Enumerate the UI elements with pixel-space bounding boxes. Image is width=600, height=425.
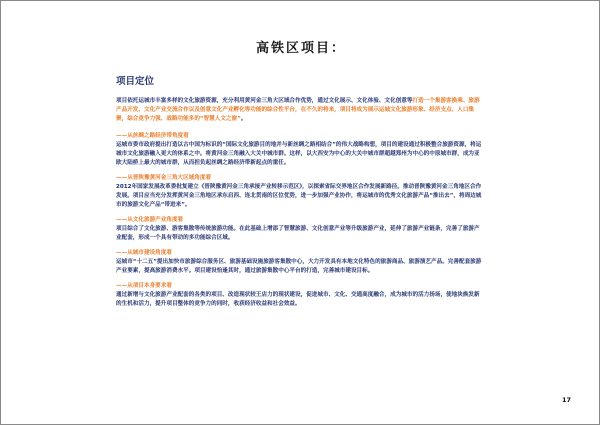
subsection-label: ——从城市建设角度看 bbox=[116, 250, 172, 256]
subsection-paragraph: 运城市“十二五”提出加快市旅游综合服务区、旅游基础设施旅游客集散中心，大力开发具有本地文化特色的旅游商品、旅游演艺产品。完善配套旅游产业要素，提高旅游消费水平。项目建设恰逢其时，通过旅游集散中心平台的打造，完善城市建设目标。 bbox=[116, 259, 482, 274]
page-number: 17 bbox=[561, 396, 571, 404]
subsection-label: ——从丝绸之路经济带角度看 bbox=[116, 133, 189, 139]
content-body bbox=[116, 97, 484, 309]
page-title: 高铁区项目： bbox=[255, 41, 346, 56]
subsection-label: ——从晋陕豫黄河金三角大区域角度看 bbox=[116, 175, 212, 181]
subsection-paragraph: 通过新增与文化旅游产业配套的各类的项目、改造现状较王店力的现状建设，促进城市、文化、交通高度融合，成为城市的活力扬场，使地块焕发新的生机和活力，提升项目整体的竞争力的同时，收获经济收益和社会效益。 bbox=[116, 292, 480, 307]
subsection-paragraph: 2012年国家发展改革委批复建立《晋陕豫黄河金三角承接产业转移示范区》，以探索省际交界地区合作发展新路径。推动晋陕豫黄河金三角地区合作发展。项目应当充分发挥黄河金三角地区承东启西、连北贯南的区位优势，进一步加强产业协作，将运城市的优秀文化旅游产品“推出去”，将周边城市的旅游文化产品“带进来”。 bbox=[116, 184, 482, 208]
intro-paragraph bbox=[116, 97, 484, 124]
intro-text-end: 。 bbox=[240, 116, 247, 122]
intro-text: 项目依托运城市丰富多样的文化旅游资源，充分利用黄河金三角大区域合作优势，通过文化展示、文化体验、文化创意等 bbox=[116, 98, 413, 104]
subsection-paragraph: 运城市委市政府提出打造以古中国为标识的“国际文化旅游目的地并与新丝绸之路相结合”的伟大战略构想，项目的建设通过积极整合旅游资源，将运城市文化旅游融入更大的体系之中。将黄河金三角融入大关中城市群。这样，以大西安为中心的大关中城市群超越郑州为中心的中原城市群，成为亚欧大陆桥上最大的城市群，从而担负起丝绸之路经济带新起点的重任。 bbox=[116, 142, 482, 166]
section-heading: 项目定位 bbox=[116, 76, 155, 87]
intro-highlight: 打造一个集游客换乘、旅游产品开发、文化产业交流合作以及创意文化产业孵化等功能的综合性平台，在不久的将来，项目将成为展示运城文化旅游形象、经济支点、人口集聚，综合竞争力强、战略功能多的“智慧人文之窗” bbox=[116, 98, 480, 122]
subsection-paragraph: 项目综合了文化旅游、游客集散等传统旅游功能。在此基础上增添了智慧旅游、文化创意产业等升级旅游产业，延伸了旅游产业链条，完善了旅游产业配套，形成一个具有带动的多功能综合区域。 bbox=[116, 226, 480, 241]
subsection-label: ——从项目本身要求看 bbox=[116, 283, 172, 289]
subsection-label: ——从文化旅游产业角度看 bbox=[116, 217, 184, 223]
